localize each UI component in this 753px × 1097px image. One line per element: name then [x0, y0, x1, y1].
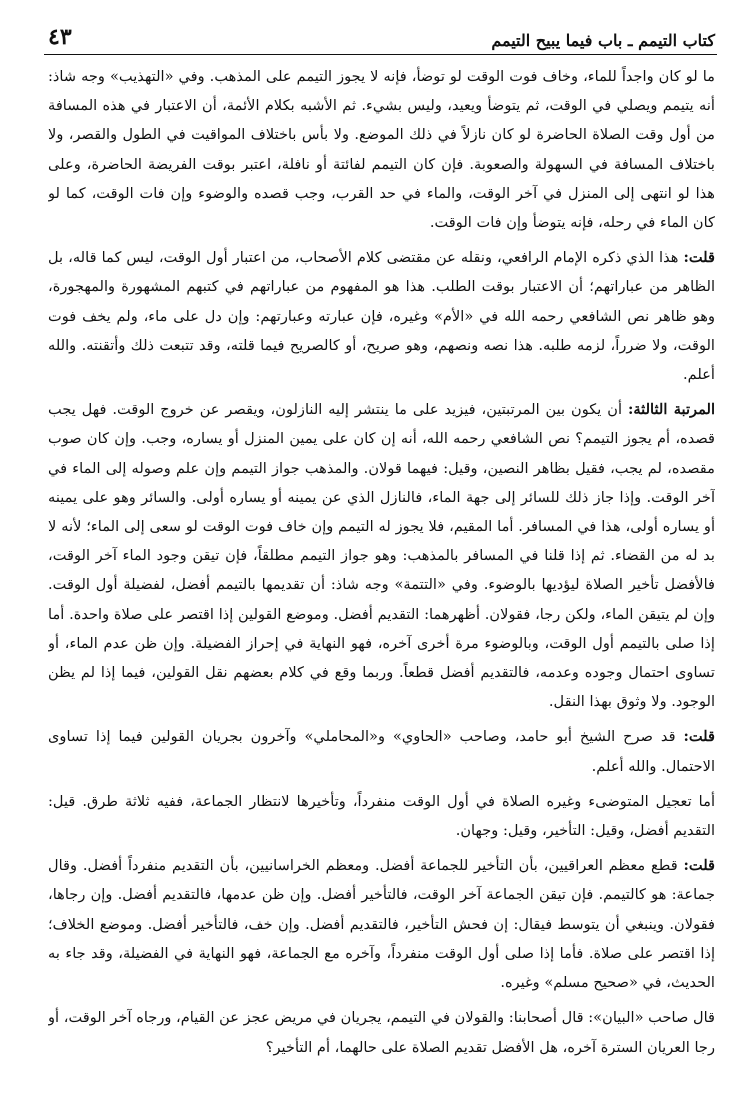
running-header	[48, 20, 715, 50]
header-rule	[44, 54, 717, 55]
paragraph-7	[48, 1003, 715, 1061]
paragraph-1-text: ما لو كان واجداً للماء، وخاف فوت الوقت لو توضأ، فإنه لا يجوز التيمم على المذهب. وفي «التهذيب» وجه شاذ: أنه يتيمم ويصلي في الوقت، ثم يتوضأ ويعيد، وليس بشيء. ثم الأشبه بكلام الأئمة، أن الاعتبار في هذه المسافة من أول وقت الصلاة الحاضرة لو كان نازلاً في ذلك الموضع. ولا بأس باختلاف المواقيت في الطول والقصر، ولا باختلاف المسافة في السهولة والصعوبة. فإن كان التيمم لفائتة أو نافلة، اعتبر بوقت الفريضة الحاضرة، وعلى هذا لو انتهى إلى المنزل في آخر الوقت، والماء في حد القرب، وجب قصده والوضوء وإن فات الوقت، كما لو كان الماء في رحله، فإنه يتوضأ وإن فات الوقت.	[48, 68, 715, 232]
paragraph-5	[48, 787, 715, 845]
paragraph-4-lead: قلت:	[683, 728, 715, 746]
paragraph-2-lead: قلت:	[683, 249, 715, 267]
paragraph-6-text: قطع معظم العراقيين، بأن التأخير للجماعة أفضل. ومعظم الخراسانيين، بأن التقديم منفرداً أفضل. وقال جماعة: هو كالتيمم. فإن تيقن الجماعة آخر الوقت، فالتأخير أفضل. وإن ظن عدمها، فالتقديم أفضل. وإن رجاها، فقولان. وينبغي أن يتوسط فيقال: إن فحش التأخير، فالتقديم أفضل. وإن خف، فالتأخير أفضل. وموضع الخلاف؛ إذا اقتصر على صلاة. فأما إذا صلى أول الوقت منفرداً، وآخره مع الجماعة، فهو النهاية في الفضيلة، وقد جاء به الحديث، في «صحيح مسلم» وغيره.	[48, 857, 715, 992]
paragraph-3-text: أن يكون بين المرتبتين، فيزيد على ما ينتشر إليه النازلون، ويقصر عن خروج الوقت. فهل يجب قصده، أم يجوز التيمم؟ نص الشافعي رحمه الله، أنه إن كان على يمين المنزل أو يساره، وجب. وإن كان صوب مقصده، لم يجب، فقيل بظاهر النصين، وقيل: فيهما قولان. والمذهب جواز التيمم وإن علم وصوله إلى الماء في آخر الوقت. وإذا جاز ذلك للسائر إلى جهة الماء، فالنازل الذي عن يمينه أو يساره أولى. والسائر وهو على يمينه أو يساره أولى، هذا في المسافر. أما المقيم، فلا يجوز له التيمم وإن خاف فوت الوقت لو سعى إلى الماء؛ لأنه لا بد له من القضاء. ثم إذا قلنا في المسافر بالمذهب: وهو جواز التيمم مطلقاً، فإن تيقن وجود الماء آخر الوقت، فالأفضل تأخير الصلاة ليؤديها بالوضوء. وفي «التتمة» وجه شاذ: أن تقديمها بالتيمم أفضل، لفضيلة أول الوقت. وإن لم يتيقن الماء، ولكن رجا، فقولان. أظهرهما: التقديم أفضل. وموضع القولين إذا اقتصر على صلاة واحدة. أما إذا صلى بالتيمم أول الوقت، وبالوضوء مرة أخرى آخره، فهو النهاية في إحراز الفضيلة. وإن ظن عدم الماء، أو تساوى احتمال وجوده وعدمه، فالتقديم أفضل قطعاً. وربما وقع في كلام بعضهم نقل القولين، فيما إذا لم يظن الوجود. ولا وثوق بهذا النقل.	[48, 401, 715, 711]
paragraph-6	[48, 851, 715, 997]
chapter-title: كتاب التيمم ـ باب فيما يبيح التيمم	[491, 31, 715, 50]
page-body	[48, 62, 715, 1075]
page-number: ٤٣	[48, 24, 72, 50]
paragraph-4	[48, 722, 715, 780]
paragraph-4-text: قد صرح الشيخ أبو حامد، وصاحب «الحاوي» و«المحاملي» وآخرون بجريان القولين فيما إذا تساوى الاحتمال. والله أعلم.	[48, 728, 715, 775]
paragraph-3	[48, 395, 715, 716]
paragraph-5-text: أما تعجيل المتوضىء وغيره الصلاة في أول الوقت منفرداً، وتأخيرها لانتظار الجماعة، ففيه ثلاثة طرق. قيل: التقديم أفضل، وقيل: التأخير، وقيل: وجهان.	[48, 792, 715, 840]
paragraph-1	[48, 62, 715, 237]
paragraph-2	[48, 243, 715, 389]
paragraph-6-lead: قلت:	[683, 857, 715, 875]
paragraph-3-lead: المرتبة الثالثة:	[627, 401, 715, 419]
paragraph-2-text: هذا الذي ذكره الإمام الرافعي، ونقله عن مقتضى كلام الأصحاب، من اعتبار أول الوقت، ليس كما قاله، بل الظاهر من عباراتهم؛ أن الاعتبار بوقت الطلب. هذا هو المفهوم من عباراتهم في كتبهم المشهورة والمهجورة، وهو ظاهر نص الشافعي رحمه الله في «الأم» وغيره، فإن عبارته وعبارتهم: وإن دل على ماء، ولم يخف فوت الوقت، ولا ضرراً، لزمه طلبه. هذا نصه ونصهم، وهو صريح، أو كالصريح فيما قلته، وقد تتبعت ذلك وأتقنته. والله أعلم.	[48, 249, 715, 384]
paragraph-7-text: قال صاحب «البيان»: قال أصحابنا: والقولان في التيمم، يجريان في مريض عجز عن القيام، ورجاه آخر الوقت، أو رجا العريان السترة آخره، هل الأفضل تقديم الصلاة على حالهما، أم التأخير؟	[48, 1009, 715, 1056]
